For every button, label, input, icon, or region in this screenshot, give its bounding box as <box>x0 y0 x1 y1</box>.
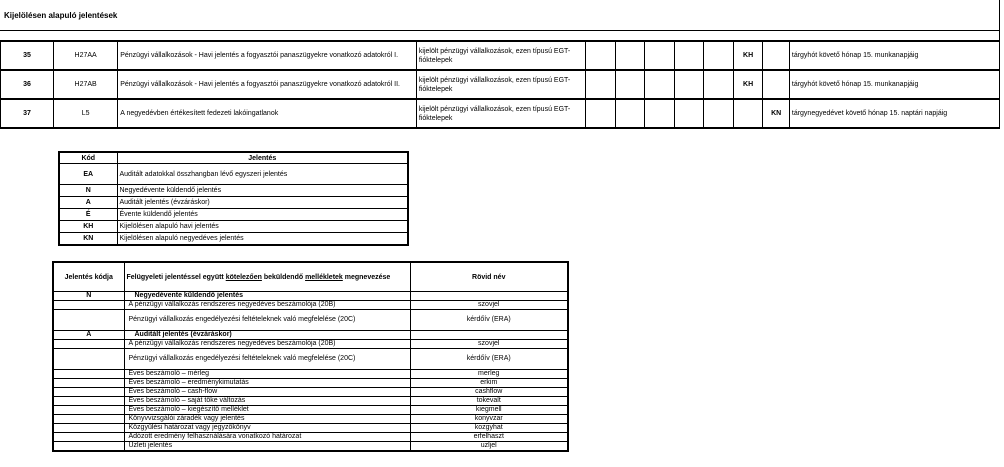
freq-cell <box>704 70 734 99</box>
freq-cell <box>674 41 704 70</box>
report-row <box>1 70 1000 99</box>
freq-cell <box>615 99 645 128</box>
freq-cell <box>674 99 704 128</box>
attachment-code <box>53 340 124 349</box>
legend-row <box>59 233 408 246</box>
header-name-underlined-attachments: mellékletek <box>305 273 343 281</box>
report-name: A negyedévben értékesített fedezeti lakóingatlanok <box>118 99 417 128</box>
attachment-name: Éves beszámoló – cash-flow <box>124 388 410 397</box>
attachment-short-name: merleg <box>410 370 568 379</box>
report-code: L5 <box>54 99 118 128</box>
report-row <box>1 41 1000 70</box>
attachment-row <box>53 301 568 310</box>
freq-kn-cell <box>763 41 790 70</box>
attachments-header-short: Rövid név <box>410 262 568 292</box>
freq-cell <box>645 70 675 99</box>
report-deadline: tárgyhót követő hónap 15. munkanapjáig <box>789 41 999 70</box>
attachment-code <box>53 424 124 433</box>
attachment-short-name: kérdőív (ERA) <box>410 310 568 331</box>
report-deadline: tárgyhót követő hónap 15. munkanapjáig <box>789 70 999 99</box>
legend-row <box>59 185 408 197</box>
legend-code: EA <box>59 164 117 185</box>
header-name-part: Felügyeleti jelentéssel együtt <box>126 273 226 281</box>
freq-kn-cell <box>763 70 790 99</box>
report-number: 35 <box>1 41 54 70</box>
attachment-short-name: erfelhaszt <box>410 433 568 442</box>
freq-cell <box>586 99 616 128</box>
attachment-short-name: kérdőív (ERA) <box>410 349 568 370</box>
attachment-code <box>53 433 124 442</box>
attachment-name: Negyedévente küldendő jelentés <box>124 292 410 301</box>
report-number: 37 <box>1 99 54 128</box>
report-table <box>0 40 1000 129</box>
attachment-row <box>53 424 568 433</box>
attachments-header-name <box>124 262 410 292</box>
attachment-code <box>53 370 124 379</box>
report-code: H27AB <box>54 70 118 99</box>
attachment-name: Éves beszámoló – eredménykimutatás <box>124 379 410 388</box>
attachment-short-name: szovjel <box>410 301 568 310</box>
attachment-code <box>53 379 124 388</box>
attachment-name: Közgyűlési határozat vagy jegyzőkönyv <box>124 424 410 433</box>
legend-code: N <box>59 185 117 197</box>
header-name-part: megnevezése <box>342 273 391 281</box>
attachment-name: Könyvvizsgálói záradék vagy jelentés <box>124 415 410 424</box>
attachment-row <box>53 388 568 397</box>
report-entities: kijelölt pénzügyi vállalkozások, ezen típusú EGT-fióktelepek <box>416 70 585 99</box>
attachment-short-name: szovjel <box>410 340 568 349</box>
attachment-code <box>53 397 124 406</box>
attachment-short-name: kozgyhat <box>410 424 568 433</box>
legend-code: KH <box>59 221 117 233</box>
attachment-code <box>53 310 124 331</box>
legend-text: Auditált jelentés (évzáráskor) <box>117 197 408 209</box>
legend-header-report: Jelentés <box>117 152 408 164</box>
attachment-section-row <box>53 331 568 340</box>
attachment-name: A pénzügyi vállalkozás rendszeres negyedéves beszámolója (20B) <box>124 301 410 310</box>
attachment-name: Pénzügyi vállalkozás engedélyezési feltételeknek való megfelelése (20C) <box>124 310 410 331</box>
legend-row <box>59 221 408 233</box>
attachment-code <box>53 442 124 452</box>
attachment-code <box>53 415 124 424</box>
legend-code: KN <box>59 233 117 246</box>
attachment-short-name: uzljel <box>410 442 568 452</box>
legend-text: Évente küldendő jelentés <box>117 209 408 221</box>
freq-cell <box>586 70 616 99</box>
attachment-row <box>53 349 568 370</box>
attachment-name: Éves beszámoló – mérleg <box>124 370 410 379</box>
attachment-row <box>53 370 568 379</box>
freq-cell <box>615 70 645 99</box>
frame-title-underline <box>0 30 1000 31</box>
attachment-short-name: tokevalt <box>410 397 568 406</box>
legend-text: Kijelölésen alapuló negyedéves jelentés <box>117 233 408 246</box>
sheet-title: Kijelölésen alapuló jelentések <box>4 11 118 20</box>
attachment-section-row <box>53 292 568 301</box>
report-name: Pénzügyi vállalkozások - Havi jelentés a fogyasztói panaszügyekre vonatkozó adatokról II. <box>118 70 417 99</box>
report-entities: kijelölt pénzügyi vállalkozások, ezen típusú EGT-fióktelepek <box>416 41 585 70</box>
legend-text: Kijelölésen alapuló havi jelentés <box>117 221 408 233</box>
attachment-row <box>53 415 568 424</box>
freq-cell <box>645 99 675 128</box>
freq-kh-cell: KH <box>733 70 763 99</box>
freq-cell <box>615 41 645 70</box>
attachment-short-name: cashflow <box>410 388 568 397</box>
attachment-name: Éves beszámoló – kiegészítő melléklet <box>124 406 410 415</box>
legend-text: Auditált adatokkal összhangban lévő egyszeri jelentés <box>117 164 408 185</box>
legend-row <box>59 164 408 185</box>
attachment-row <box>53 442 568 452</box>
attachment-short-name <box>410 292 568 301</box>
attachment-code: A <box>53 331 124 340</box>
attachment-code <box>53 406 124 415</box>
attachment-name: Üzleti jelentés <box>124 442 410 452</box>
attachment-name: Éves beszámoló – saját tőke változás <box>124 397 410 406</box>
freq-cell <box>704 99 734 128</box>
attachment-code <box>53 349 124 370</box>
attachment-code: N <box>53 292 124 301</box>
attachment-short-name: konyvzar <box>410 415 568 424</box>
attachment-code <box>53 388 124 397</box>
attachment-row <box>53 379 568 388</box>
report-deadline: tárgynegyedévet követő hónap 15. naptári napjáig <box>789 99 999 128</box>
frequency-legend-table <box>58 151 409 246</box>
report-entities: kijelölt pénzügyi vállalkozások, ezen típusú EGT-fióktelepek <box>416 99 585 128</box>
freq-cell <box>586 41 616 70</box>
attachment-name: Auditált jelentés (évzáráskor) <box>124 331 410 340</box>
attachment-row <box>53 310 568 331</box>
attachment-short-name <box>410 331 568 340</box>
attachment-row <box>53 340 568 349</box>
attachment-row <box>53 406 568 415</box>
freq-cell <box>674 70 704 99</box>
freq-cell <box>645 41 675 70</box>
header-name-part: beküldendő <box>261 273 306 281</box>
legend-code: É <box>59 209 117 221</box>
legend-header-row <box>59 152 408 164</box>
legend-header-code: Kód <box>59 152 117 164</box>
header-name-underlined-mandatory: kötelezően <box>225 273 262 281</box>
report-number: 36 <box>1 70 54 99</box>
attachments-header-row <box>53 262 568 292</box>
legend-row <box>59 209 408 221</box>
attachment-row <box>53 397 568 406</box>
attachment-row <box>53 433 568 442</box>
attachments-header-code: Jelentés kódja <box>53 262 124 292</box>
freq-kn-cell: KN <box>763 99 790 128</box>
legend-row <box>59 197 408 209</box>
attachment-name: A pénzügyi vállalkozás rendszeres negyedéves beszámolója (20B) <box>124 340 410 349</box>
legend-text: Negyedévente küldendő jelentés <box>117 185 408 197</box>
report-code: H27AA <box>54 41 118 70</box>
attachment-short-name: kiegmell <box>410 406 568 415</box>
attachments-table <box>52 261 569 452</box>
frame-right-border <box>999 0 1000 40</box>
attachment-name: Adózott eredmény felhasználására vonatkozó határozat <box>124 433 410 442</box>
report-name: Pénzügyi vállalkozások - Havi jelentés a fogyasztói panaszügyekre vonatkozó adatokról I. <box>118 41 417 70</box>
attachment-short-name: erkim <box>410 379 568 388</box>
freq-kh-cell: KH <box>733 41 763 70</box>
report-row <box>1 99 1000 128</box>
attachment-code <box>53 301 124 310</box>
attachment-name: Pénzügyi vállalkozás engedélyezési feltételeknek való megfelelése (20C) <box>124 349 410 370</box>
legend-code: A <box>59 197 117 209</box>
freq-kh-cell <box>733 99 763 128</box>
freq-cell <box>704 41 734 70</box>
